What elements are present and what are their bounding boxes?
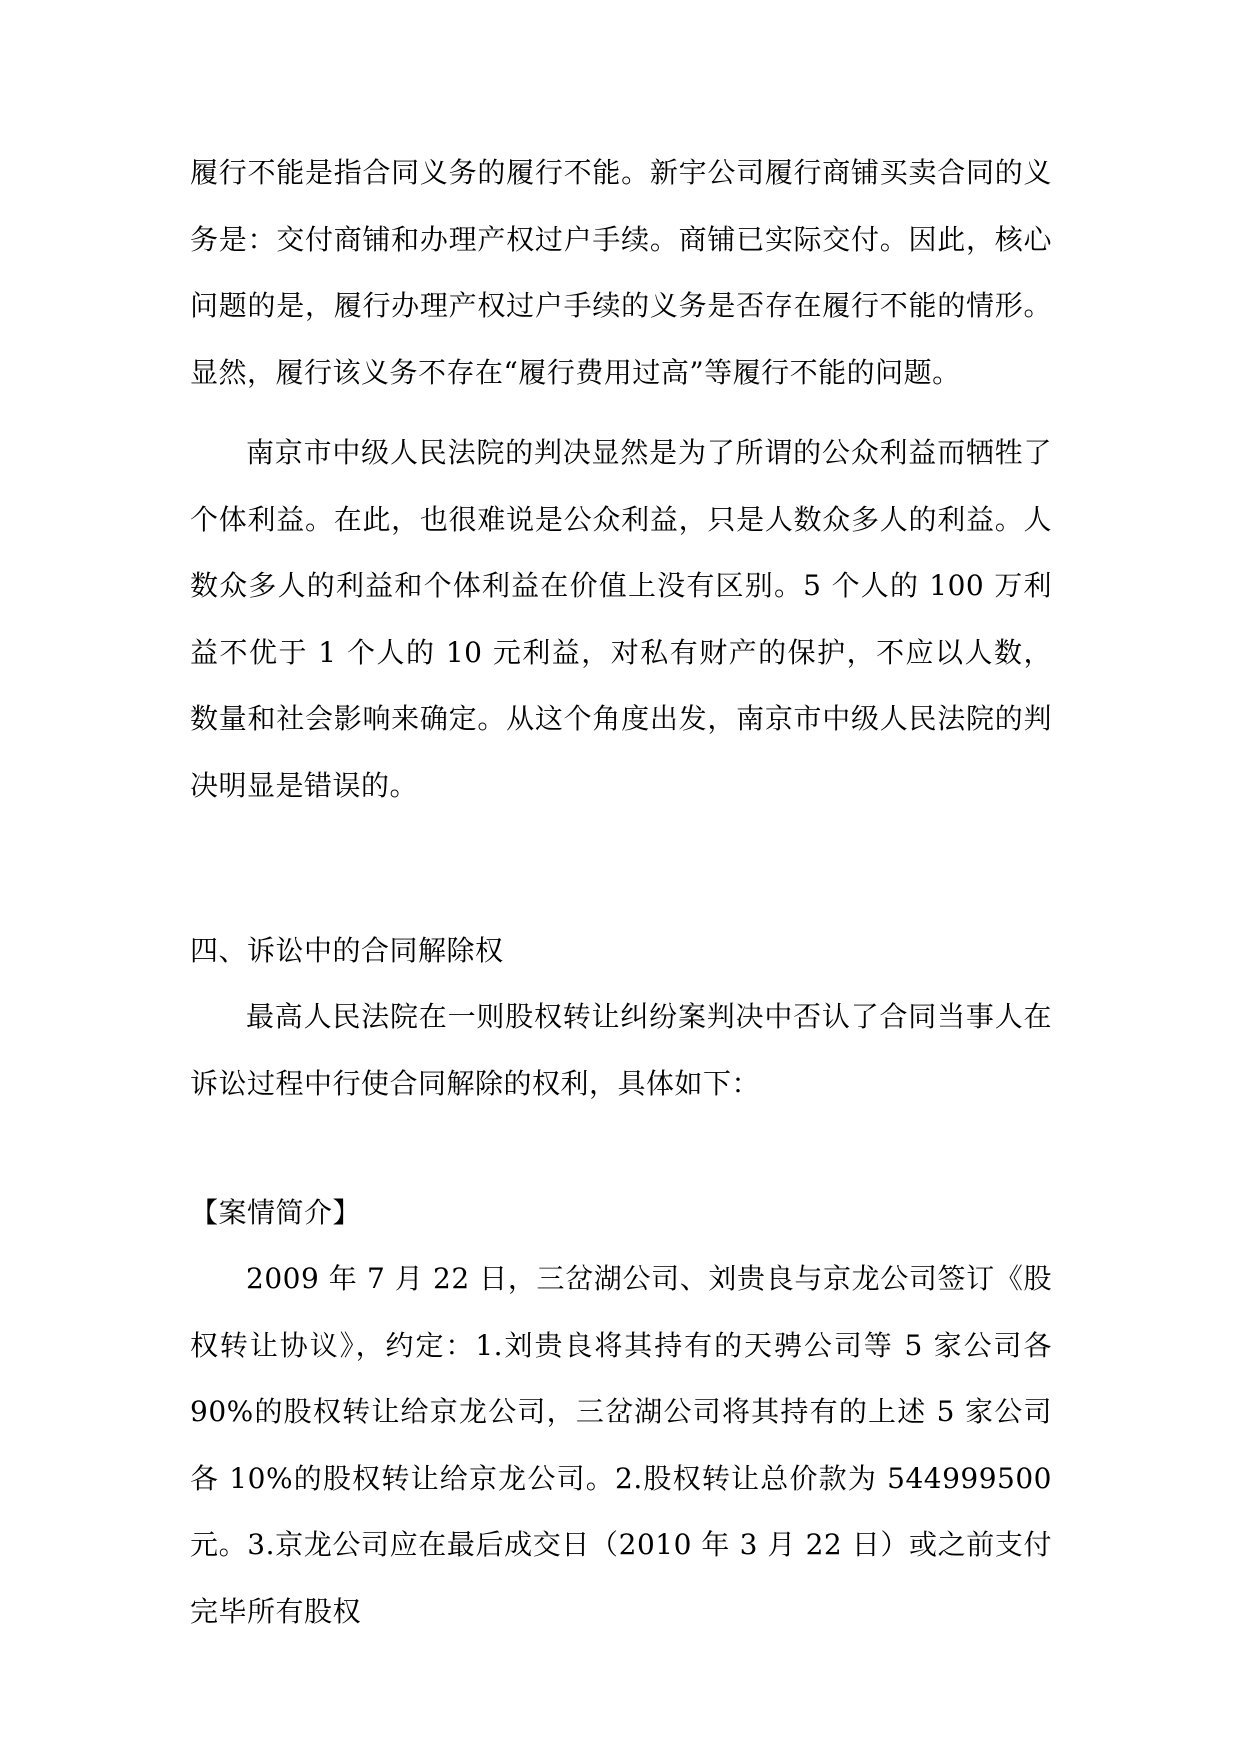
- section-heading-termination-right: 四、诉讼中的合同解除权: [190, 934, 504, 967]
- paragraph-court-judgment: 南京市中级人民法院的判决显然是为了所谓的公众利益而牺牲了个体利益。在此，也很难说是公众利益，只是人数众多人的利益。人数众多人的利益和个体利益在价值上没有区别。5 个人的 100 万利益不优于 1 个人的 10 元利益，对私有财产的保护，不应以人数，数量和社会影响来确定。从这个角度出发，南京市中级人民法院的判决明显是错误的。: [190, 436, 1052, 802]
- paragraph-performance-impossibility: 履行不能是指合同义务的履行不能。新宇公司履行商铺买卖合同的义务是：交付商铺和办理产权过户手续。商铺已实际交付。因此，核心问题的是，履行办理产权过户手续的义务是否存在履行不能的情形。显然，履行该义务不存在“履行费用过高”等履行不能的问题。: [190, 156, 1052, 389]
- paragraph-supreme-court: 最高人民法院在一则股权转让纠纷案判决中否认了合同当事人在诉讼过程中行使合同解除的权利，具体如下：: [190, 1000, 1052, 1100]
- paragraph-case-facts: 2009 年 7 月 22 日，三岔湖公司、刘贵良与京龙公司签订《股权转让协议》，约定：1.刘贵良将其持有的天骋公司等 5 家公司各 90%的股权转让给京龙公司，三岔湖公司将其持有的上述 5 家公司各 10%的股权转让给京龙公司。2.股权转让总价款为 544999500 元。3.京龙公司应在最后成交日（2010 年 3 月 22 日）或之前支付完毕所有股权: [190, 1262, 1052, 1628]
- case-summary-heading: 【案情简介】: [190, 1196, 362, 1229]
